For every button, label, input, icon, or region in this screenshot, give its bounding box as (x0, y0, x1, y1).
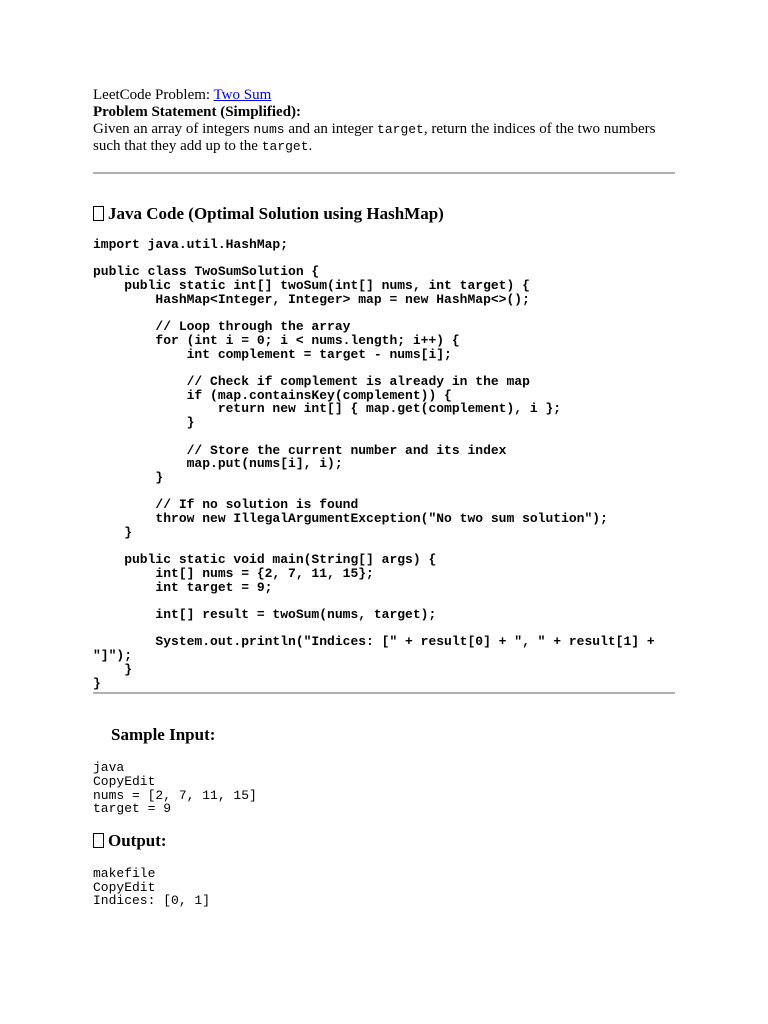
statement-text-5: . (308, 138, 313, 154)
java-code-heading-text: Java Code (Optimal Solution using HashMap) (108, 204, 444, 223)
missing-glyph-icon (93, 206, 104, 221)
statement-text-2: and an integer (284, 121, 378, 137)
divider-2 (93, 692, 675, 694)
divider-1 (93, 172, 675, 174)
statement-text-3: , return the indices of the two numbers (423, 121, 656, 137)
problem-line (93, 87, 675, 104)
problem-prefix: LeetCode Problem: (93, 87, 214, 103)
inline-code-target: target (377, 122, 424, 137)
java-code-heading (93, 204, 675, 224)
output-heading-text: Output: (108, 831, 167, 851)
two-sum-link[interactable]: Two Sum (213, 87, 272, 103)
sample-input-block: java CopyEdit nums = [2, 7, 11, 15] target = 9 (93, 760, 257, 817)
document-page (93, 87, 675, 908)
java-code-block: import java.util.HashMap; public class TwoSumSolution { public static int[] twoSum(int[] nums, int target) { HashMap<Integer, Integer> map = new HashMap<>(); // Loop through the array for (int i = 0; i < nums.length; i++) { int complement = target - nums[i]; // Check if complement is already in the map if (map.containsKey(complement)) { return new int[] { map.get(complement), i }; } // Store the current number and its index map.put(nums[i], i); } // If no solution is found throw new IllegalArgumentException("No two sum solution"); } public static void main(String[] args) { int[] nums = {2, 7, 11, 15}; int target = 9; int[] result = twoSum(nums, target); System.out.println("Indices: [" + result[0] + ", " + result[1] + "]"); } } (93, 237, 655, 691)
statement-text-4: such that they add up to the (93, 138, 262, 154)
output-block: makefile CopyEdit Indices: [0, 1] (93, 866, 211, 909)
problem-statement-heading: Problem Statement (Simplified): (93, 104, 302, 120)
inline-code-target-2: target (261, 139, 309, 154)
missing-glyph-icon (93, 833, 104, 848)
sample-input-heading: Sample Input: (111, 725, 216, 745)
problem-statement-text (93, 121, 675, 155)
output-heading (93, 831, 675, 851)
inline-code-nums: nums (253, 122, 285, 137)
statement-text-1: Given an array of integers (93, 121, 254, 137)
